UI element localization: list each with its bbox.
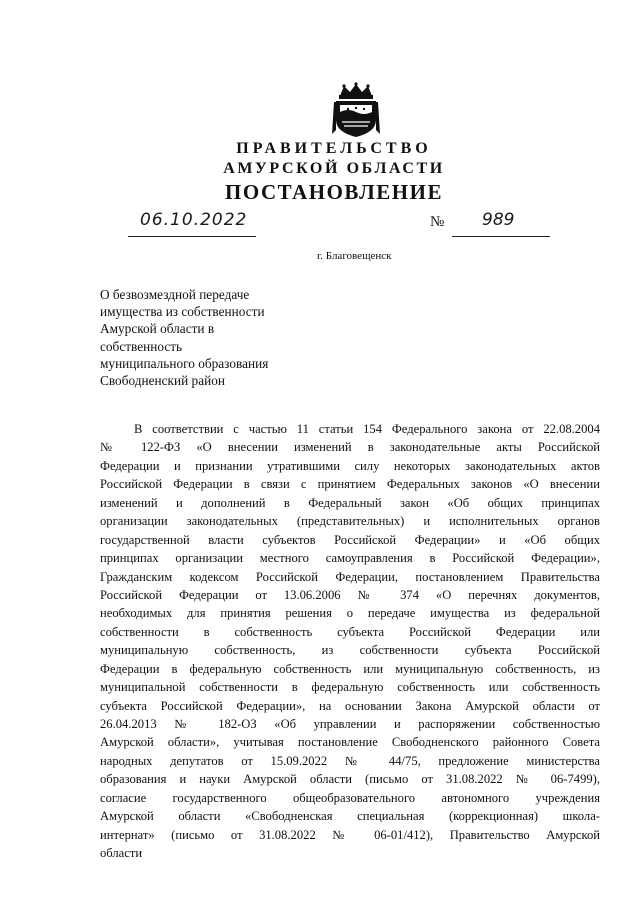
body-line: Российской Федерации в связи с принятием Федеральных законов «О внесении <box>100 477 600 492</box>
body-line: Федерации и признании утратившими силу некоторых законодательных актов <box>100 458 600 473</box>
body-line: народных депутатов от 15.09.2022 № 44/75, предложение министерства <box>100 753 600 768</box>
body-line: согласие государственного общеобразовательного автономного учреждения <box>100 790 600 805</box>
body-line: собственности в собственность субъекта Российской Федерации или <box>100 624 600 639</box>
subject-line: Свободненский район <box>100 373 225 389</box>
date-field <box>128 210 256 237</box>
org-name-line2: АМУРСКОЙ ОБЛАСТИ <box>223 160 445 177</box>
subject-line: собственность <box>100 338 183 354</box>
body-line: Федерации в федеральную собственность или муниципальную собственность, из <box>100 661 600 676</box>
body-line: области <box>100 846 143 861</box>
subject-block <box>100 286 268 389</box>
body-line: Российской Федерации от 13.06.2006 № 374 «О перечнях документов, <box>100 587 600 602</box>
body-line: государственной власти субъектов Российской Федерации» и «Об общих <box>100 532 600 547</box>
city-line: г. Благовещенск <box>317 250 392 262</box>
body-paragraph <box>100 420 600 863</box>
number-field <box>452 210 550 237</box>
subject-line: Амурской области в <box>100 321 215 337</box>
body-line: необходимых для принятия решения о передаче имущества из федеральной <box>100 606 600 621</box>
body-line: муниципальной собственности в федеральную собственность или собственность <box>100 680 600 695</box>
subject-line: муниципального образования <box>100 355 269 371</box>
subject-line: имущества из собственности <box>100 304 265 320</box>
document-type-title: ПОСТАНОВЛЕНИЕ <box>225 180 443 204</box>
body-line: Гражданским кодексом Российской Федерации, постановлением Правительства <box>100 569 600 584</box>
body-line: муниципальную собственность, из собственности субъекта Российской <box>100 643 600 658</box>
body-line: организации законодательных (представительных) и исполнительных органов <box>100 514 600 529</box>
body-line: Амурской области», учитывая постановление Свободненского районного Совета <box>100 735 600 750</box>
document-date: 06.10.2022 <box>140 210 248 230</box>
body-line: принципах организации местного самоуправления в Российской Федерации», <box>100 551 600 566</box>
body-line: субъекта Российской Федерации», на основании Закона Амурской области от <box>100 698 600 713</box>
body-line: № 122-ФЗ «О внесении изменений в законодательные акты Российской <box>100 440 600 455</box>
org-name-line1: ПРАВИТЕЛЬСТВО <box>236 140 432 157</box>
body-line: Амурской области «Свободненская специальная (коррекционная) школа- <box>100 809 600 824</box>
number-label: № <box>430 214 445 230</box>
document-number: 989 <box>482 210 515 230</box>
body-line: 26.04.2013 № 182-ОЗ «Об управлении и распоряжении собственностью <box>100 717 600 731</box>
coat-of-arms-icon <box>330 82 382 138</box>
body-line: В соответствии с частью 11 статьи 154 Федерального закона от 22.08.2004 <box>134 422 600 436</box>
body-line: интернат» (письмо от 31.08.2022 № 06-01/412), Правительство Амурской <box>100 827 600 842</box>
body-line: образования и науки Амурской области (письмо от 31.08.2022 № 06-7499), <box>100 772 600 787</box>
body-line: изменений и дополнений в Федеральный закон «Об общих принципах <box>100 495 600 510</box>
subject-line: О безвозмездной передаче <box>100 287 250 302</box>
